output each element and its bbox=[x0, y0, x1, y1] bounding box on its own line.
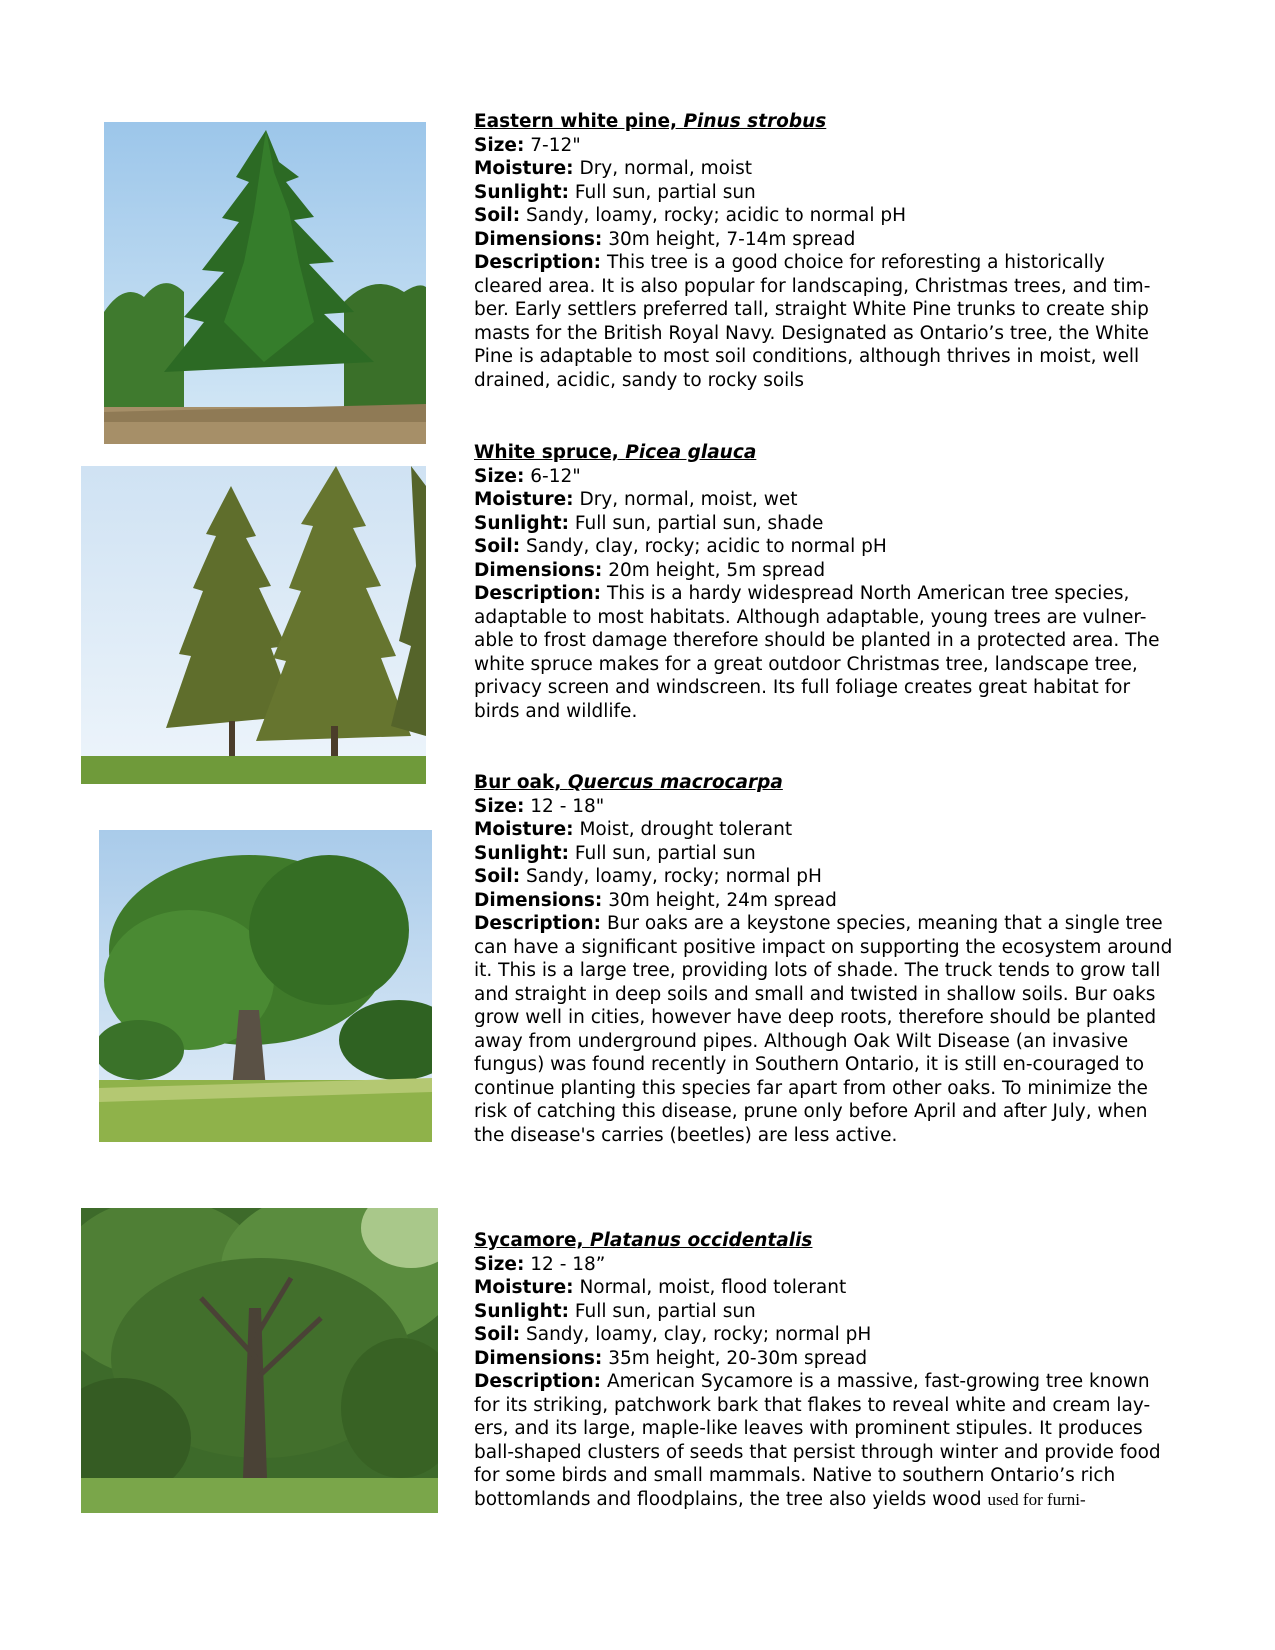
soil-line: Soil: Sandy, loamy, rocky; normal pH bbox=[474, 866, 822, 887]
latin-name: Picea glauca bbox=[625, 442, 757, 463]
description-line: Description: This tree is a good choice for reforesting a historically cleared area. It is also popular for landscaping, Christmas trees, and tim-ber. Early settlers preferred tall, straight White Pine trunks to create ship masts for the British Royal Navy. Designated as Ontario’s tree, the White Pine is adaptable to most soil conditions, although thrives in moist, well drained, acidic, sandy to rocky soils bbox=[474, 252, 1151, 391]
common-name: White spruce, bbox=[474, 442, 626, 463]
sunlight-line: Sunlight: Full sun, partial sun, shade bbox=[474, 512, 824, 534]
sunlight-line: Sunlight: Full sun, partial sun bbox=[474, 1300, 756, 1322]
tree-title bbox=[474, 771, 1174, 795]
tree-title bbox=[474, 110, 1174, 134]
size-line: Size: 7-12" bbox=[474, 134, 581, 156]
bur-oak-photo bbox=[99, 830, 432, 1142]
size-line: Size: 12 - 18" bbox=[474, 795, 605, 817]
latin-name: Quercus macrocarpa bbox=[567, 772, 783, 793]
description-tail: used for furni- bbox=[987, 1489, 1086, 1509]
tree-entry-white-pine bbox=[474, 110, 1174, 392]
description-line: Description: This is a hardy widespread North American tree species, adaptable to most habitats. Although adaptable, young trees are vulner-able to frost damage therefore should be planted in a protected area. The white spruce makes for a great outdoor Christmas tree, landscape tree, privacy screen and windscreen. Its full foliage creates great habitat for birds and wildlife. bbox=[474, 583, 1160, 722]
tree-entry-bur-oak bbox=[474, 771, 1174, 1147]
sunlight-line: Sunlight: Full sun, partial sun bbox=[474, 181, 756, 203]
common-name: Bur oak, bbox=[474, 772, 568, 793]
moisture-line: Moisture: Normal, moist, flood tolerant bbox=[474, 1277, 847, 1298]
common-name: Sycamore, bbox=[474, 1230, 590, 1251]
soil-line: Soil: Sandy, loamy, clay, rocky; normal pH bbox=[474, 1324, 872, 1345]
moisture-line: Moisture: Dry, normal, moist bbox=[474, 158, 752, 179]
dimensions-line: Dimensions: 35m height, 20-30m spread bbox=[474, 1347, 868, 1369]
tree-entry-white-spruce bbox=[474, 441, 1174, 723]
size-line: Size: 12 - 18” bbox=[474, 1253, 606, 1275]
white-spruce-photo bbox=[81, 466, 426, 784]
latin-name: Platanus occidentalis bbox=[589, 1230, 813, 1251]
dimensions-line: Dimensions: 30m height, 24m spread bbox=[474, 889, 837, 911]
soil-line: Soil: Sandy, loamy, rocky; acidic to normal pH bbox=[474, 205, 906, 226]
tree-entry-sycamore bbox=[474, 1229, 1174, 1511]
moisture-line: Moisture: Dry, normal, moist, wet bbox=[474, 489, 798, 510]
tree-title bbox=[474, 441, 1174, 465]
sycamore-photo bbox=[81, 1208, 438, 1513]
description-line: Description: American Sycamore is a massive, fast-growing tree known for its striking, patchwork bark that flakes to reveal white and cream lay-ers, and its large, maple-like leaves with prominent stipules. It produces ball-shaped clusters of seeds that persist through winter and provide food for some birds and small mammals. Native to southern Ontario’s rich bottomlands and floodplains, the tree also yields wood used for furni- bbox=[474, 1371, 1161, 1510]
dimensions-line: Dimensions: 20m height, 5m spread bbox=[474, 559, 826, 581]
sunlight-line: Sunlight: Full sun, partial sun bbox=[474, 842, 756, 864]
common-name: Eastern white pine, bbox=[474, 111, 684, 132]
size-line: Size: 6-12" bbox=[474, 465, 581, 487]
tree-title bbox=[474, 1229, 1174, 1253]
white-pine-photo bbox=[104, 122, 426, 444]
moisture-line: Moisture: Moist, drought tolerant bbox=[474, 819, 793, 840]
soil-line: Soil: Sandy, clay, rocky; acidic to normal pH bbox=[474, 536, 887, 557]
description-line: Description: Bur oaks are a keystone species, meaning that a single tree can have a significant positive impact on supporting the ecosystem around it. This is a large tree, providing lots of shade. The truck tends to grow tall and straight in deep soils and small and twisted in shallow soils. Bur oaks grow well in cities, however have deep roots, therefore should be planted away from underground pipes. Although Oak Wilt Disease (an invasive fungus) was found recently in Southern Ontario, it is still en-couraged to continue planting this species far apart from other oaks. To minimize the risk of catching this disease, prune only before April and after July, when the disease's carries (beetles) are less active. bbox=[474, 913, 1173, 1146]
latin-name: Pinus strobus bbox=[683, 111, 827, 132]
dimensions-line: Dimensions: 30m height, 7-14m spread bbox=[474, 228, 856, 250]
